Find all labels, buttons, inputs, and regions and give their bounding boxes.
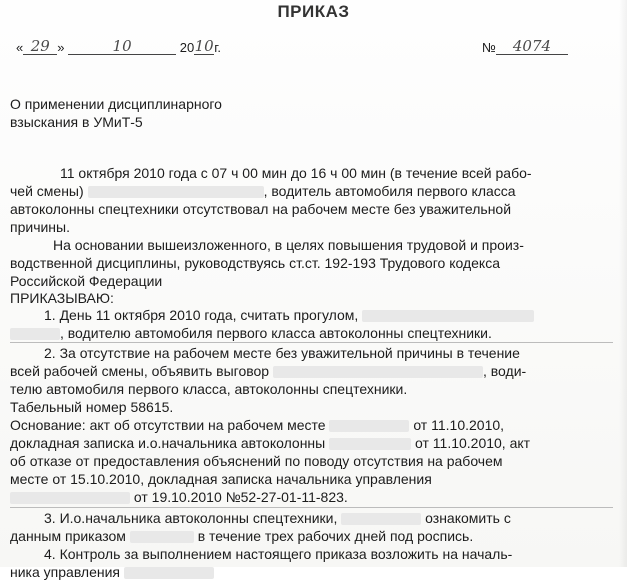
number-value: 4074 (496, 37, 568, 55)
subject-line-1: О применении дисциплинарного (10, 96, 222, 112)
item2-line-2-rest: , води- (482, 363, 527, 379)
basis-line-1-text: Основание: акт об отсутствии на рабочем месте (10, 417, 326, 433)
p1-line-1: 11 октября 2010 года с 07 ч 00 мин до 16 ч 00 мин (в течение всей рабо- (60, 165, 532, 181)
item3-line-1-rest: ознакомить с (425, 510, 511, 526)
basis-line-5-text: от 19.10.2010 №52-27-01-11-823. (133, 489, 348, 505)
date-month: 10 (68, 37, 176, 55)
redacted-name (329, 420, 409, 432)
p2-line-3: Российской Федерации (10, 273, 163, 289)
p2-line-1: На основании вышеизложенного, в целях повышения трудовой и произ- (53, 237, 524, 253)
p1-line-2-text: чей смены) (10, 183, 84, 199)
page-edge-shadow (619, 0, 627, 567)
item2-line-1: 2. За отсутствие на рабочем месте без уважительной причины в течение (44, 345, 520, 361)
item3-line-2 (10, 527, 473, 545)
subject-line-2: взыскания в УМиТ-5 (10, 114, 143, 130)
document-title: ПРИКАЗ (277, 2, 350, 21)
redacted-name (341, 513, 421, 525)
basis-line-5 (10, 488, 348, 506)
item4-line-1: 4. Контроль за выполнением настоящего приказа возложить на началь- (44, 546, 513, 562)
item1-line-1 (44, 306, 534, 324)
item1-line-2 (10, 324, 492, 342)
item4-line-2-text: ника управления (10, 564, 121, 580)
redacted-name (362, 310, 534, 322)
date-year-prefix: 20 (179, 40, 195, 55)
divider (10, 342, 613, 343)
redacted-name (130, 531, 194, 543)
item1-line-2-text: , водителю автомобиля первого класса автоколонны спецтехники. (60, 325, 492, 341)
p1-line-4: причины. (10, 219, 70, 235)
redacted-name (88, 186, 264, 198)
divider (10, 507, 613, 508)
date-open-quote: « (16, 40, 24, 55)
redacted-name (10, 492, 130, 504)
basis-line-2 (10, 434, 530, 452)
item3-line-1 (44, 509, 511, 527)
item3-line-1-text: 3. И.о.начальника автоколонны спецтехники, (44, 510, 338, 526)
p1-line-2 (10, 182, 516, 200)
item1-line-1-text: 1. День 11 октября 2010 года, считать прогулом, (44, 307, 359, 323)
basis-line-2-text: докладная записка и.о.начальника автоколонны (10, 435, 326, 451)
item2-line-2 (10, 362, 526, 380)
redacted-name (10, 328, 60, 340)
date-day: 29 (23, 37, 57, 55)
p2-line-2: водственной дисциплины, руководствуясь ст.ст. 192-193 Трудового кодекса (10, 255, 500, 271)
p1-line-2-rest: , водитель автомобиля первого класса (263, 183, 516, 199)
redacted-name (273, 366, 483, 378)
item2-line-2-text: всей рабочей смены, объявить выговор (10, 363, 270, 379)
order-number (482, 37, 568, 55)
item3-line-2-rest: в течение трех рабочих дней под роспись. (197, 528, 474, 544)
date-year-suffix: 10 (194, 37, 214, 55)
p1-line-3: автоколонны спецтехники отсутствовал на рабочем месте без уважительной (10, 201, 512, 217)
redacted-name (329, 438, 411, 450)
basis-line-1 (10, 416, 504, 434)
number-label: № (482, 40, 496, 55)
basis-line-1-rest: от 11.10.2010, (413, 417, 505, 433)
date-year-unit: г. (214, 40, 221, 55)
item4-line-2 (10, 563, 214, 581)
order-word: ПРИКАЗЫВАЮ: (10, 290, 114, 306)
basis-line-3: об отказе от предоставления объяснений по поводу отсутствия на рабочем (10, 453, 503, 469)
basis-line-4: месте от 15.10.2010, докладная записка начальника управления (10, 471, 432, 487)
item3-line-2-text: данным приказом (10, 528, 126, 544)
redacted-name (124, 567, 214, 579)
order-date (16, 37, 221, 55)
item2-line-3: телю автомобиля первого класса, автоколонны спецтехники. (10, 381, 408, 397)
item2-line-4: Табельный номер 58615. (10, 399, 174, 415)
basis-line-2-rest: от 11.10.2010, акт (415, 435, 531, 451)
date-close-quote: » (57, 40, 65, 55)
